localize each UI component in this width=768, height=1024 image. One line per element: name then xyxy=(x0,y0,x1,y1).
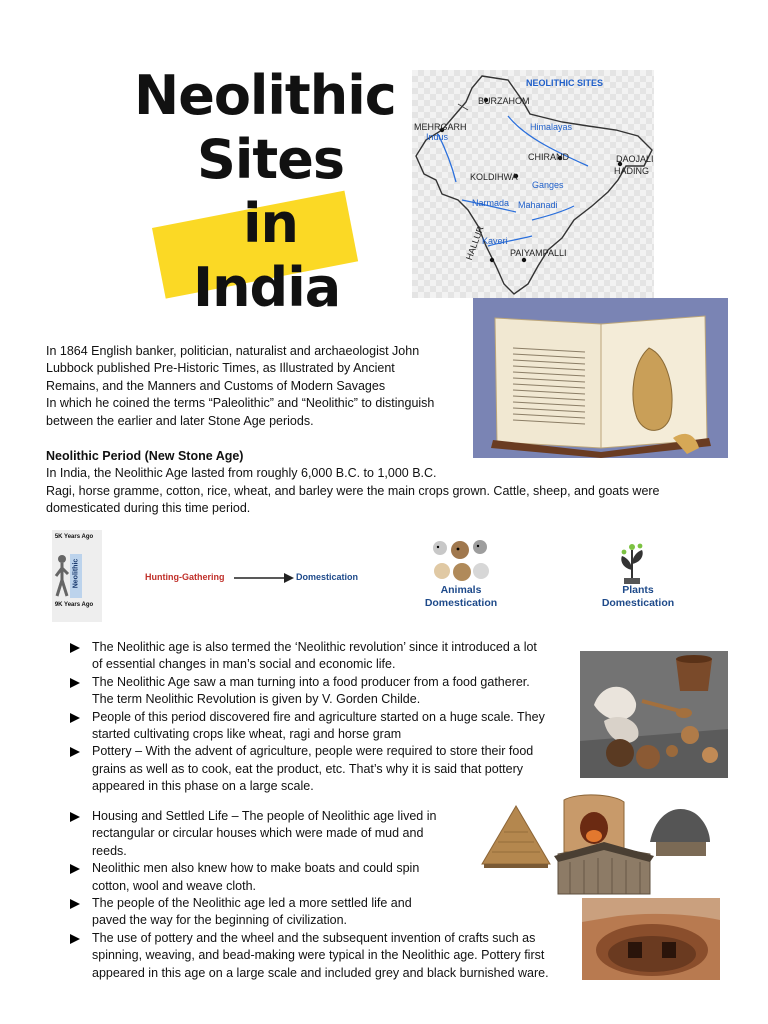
list-item-line: spinning, weaving, and bead-making were typical in the Neolithic age. Pottery first xyxy=(92,948,545,963)
map-river-narmada: Narmada xyxy=(472,198,510,208)
map-site-hallur: HALLUR xyxy=(464,224,486,262)
plants-domestication-label xyxy=(590,584,686,610)
bullet-triangle-icon xyxy=(70,899,80,909)
title-line-4: India xyxy=(193,256,341,319)
title-line-2: Sites xyxy=(197,128,344,191)
map-site-koldihwa: KOLDIHWA xyxy=(470,172,518,182)
list-item-line: grains as well as to cook, eat the product, etc. That’s why it is said that pottery xyxy=(92,761,524,776)
title-line-3: in xyxy=(243,192,298,255)
map-heading: NEOLITHIC SITES xyxy=(526,78,604,88)
neolithic-huts-illustration xyxy=(474,792,728,902)
neolithic-vertical-label: Neolithic xyxy=(72,558,80,589)
bullet-triangle-icon xyxy=(70,934,80,944)
animals-icon xyxy=(430,538,492,582)
list-item-line: Neolithic men also knew how to make boats and could spin xyxy=(92,861,420,876)
map-label-himalayas: Himalayas xyxy=(530,122,573,132)
list-item-line: The people of the Neolithic age led a more settled life and xyxy=(92,896,412,911)
list-item xyxy=(70,709,575,744)
intro-line: In which he coined the terms “Paleolithic” and “Neolithic” to distinguish xyxy=(46,396,435,411)
plant-icon xyxy=(616,540,648,584)
bullet-triangle-icon xyxy=(70,812,80,822)
plants-line-2: Domestication xyxy=(601,597,675,609)
map-site-hading: HADING xyxy=(614,166,650,176)
list-item-line: The term Neolithic Revolution is given by V. Gorden Childe. xyxy=(92,692,421,707)
list-item-line: paved the way for the beginning of civilization. xyxy=(92,913,348,928)
list-item-line: People of this period discovered fire and agriculture started on a huge scale. They xyxy=(92,709,545,724)
bullet-triangle-icon xyxy=(70,864,80,874)
list-item-line: The Neolithic Age saw a man turning into a food producer from a food gatherer. xyxy=(92,674,530,689)
list-item-line: The use of pottery and the wheel and the subsequent invention of crafts such as xyxy=(92,930,536,945)
pottery-photo xyxy=(580,651,728,778)
bullet-triangle-icon xyxy=(70,747,80,757)
list-item-line: Pottery – With the advent of agriculture, people were required to store their food xyxy=(92,744,534,759)
list-item xyxy=(70,639,575,674)
neolithic-vertical-bar xyxy=(70,554,82,598)
map-river-mahanadi: Mahanadi xyxy=(518,200,558,210)
list-item-line: of essential changes in man’s social and economic life. xyxy=(92,657,396,672)
animals-domestication-label xyxy=(412,584,510,610)
list-item-line: appeared in this phase on a large scale. xyxy=(92,779,314,794)
walking-human-icon xyxy=(54,554,70,598)
arrow-right-icon xyxy=(234,572,294,584)
list-item-line: started cultivating crops like wheat, ragi and horse gram xyxy=(92,727,402,742)
list-item xyxy=(70,743,575,795)
timeline-top-label: 5K Years Ago xyxy=(54,534,94,540)
timeline-bottom-label: 9K Years Ago xyxy=(54,602,94,608)
map-river-kaveri: Kaveri xyxy=(482,236,508,246)
neolithic-period-section xyxy=(46,448,726,518)
map-site-paiyampalli: PAIYAMPALLI xyxy=(510,248,567,258)
intro-line: Remains, and the Manners and Customs of Modern Savages xyxy=(46,378,386,393)
period-heading: Neolithic Period (New Stone Age) xyxy=(46,449,244,463)
intro-line: In 1864 English banker, politician, naturalist and archaeologist John xyxy=(46,344,420,358)
map-river-ganges: Ganges xyxy=(532,180,564,190)
intro-line: Lubbock published Pre-Historic Times, as Illustrated by Ancient xyxy=(46,361,395,376)
book-photo xyxy=(473,298,728,458)
title-line-1: Neolithic xyxy=(134,64,396,127)
list-item-line: Housing and Settled Life – The people of Neolithic age lived in xyxy=(92,809,437,823)
list-item-line: reeds. xyxy=(92,843,127,858)
intro-paragraph xyxy=(46,343,466,430)
bullet-triangle-icon xyxy=(70,713,80,723)
bullet-list-a xyxy=(70,639,575,796)
bullet-triangle-icon xyxy=(70,643,80,653)
map-river-indus: Indus xyxy=(426,132,449,142)
pit-dwelling-photo xyxy=(582,898,720,980)
list-item-line: rectangular or circular houses which were made of mud and xyxy=(92,826,424,841)
animals-line-2: Domestication xyxy=(424,597,498,609)
period-line: Ragi, horse gramme, cotton, rice, wheat, and barley were the main crops grown. Cattle, sheep, and goats were xyxy=(46,483,660,498)
map-site-mehrgarh: MEHRGARH xyxy=(414,122,467,132)
map-site-burzahom: BURZAHOM xyxy=(478,96,530,106)
animals-line-1: Animals xyxy=(440,584,482,596)
list-item-line: The Neolithic age is also termed the ‘Neolithic revolution’ since it introduced a lot xyxy=(92,640,537,654)
list-item-line: cotton, wool and weave cloth. xyxy=(92,878,256,893)
period-line: In India, the Neolithic Age lasted from roughly 6,000 B.C. to 1,000 B.C. xyxy=(46,466,437,481)
plants-line-1: Plants xyxy=(622,584,654,596)
list-item-line: appeared in this age on a large scale and included grey and black burnished ware. xyxy=(92,965,549,980)
bullet-triangle-icon xyxy=(70,678,80,688)
map-site-daojali: DAOJALI xyxy=(616,154,654,164)
hunting-gathering-text: Hunting-Gathering xyxy=(145,572,225,582)
list-item xyxy=(70,674,575,709)
domestication-label: Domestication xyxy=(296,572,359,582)
hunting-gathering-label xyxy=(145,572,225,582)
list-item xyxy=(70,930,570,982)
period-line: domesticated during this time period. xyxy=(46,501,251,516)
neolithic-sites-map xyxy=(412,70,654,298)
map-site-chirand: CHIRAND xyxy=(528,152,570,162)
neolithic-timeline-bar xyxy=(52,530,102,622)
intro-line: between the earlier and later Stone Age periods. xyxy=(46,413,314,428)
